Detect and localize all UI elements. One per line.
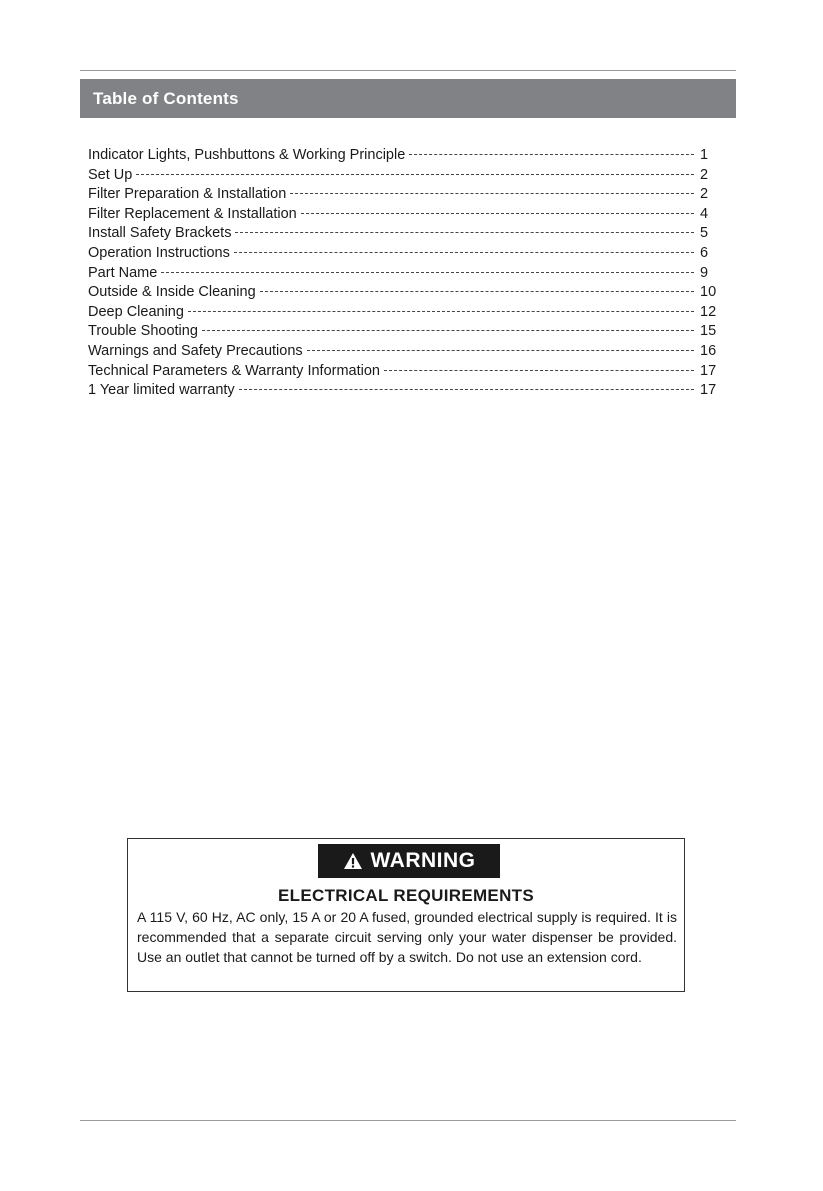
toc-entry-title: Operation Instructions [88,244,230,261]
toc-leader-dots [202,330,694,331]
electrical-warning-box [127,838,685,992]
top-divider [80,70,736,71]
toc-leader-dots [409,154,694,155]
toc-entry-title: Deep Cleaning [88,303,184,320]
toc-entry-page: 16 [700,342,717,359]
toc-entry-page: 17 [700,362,717,379]
toc-leader-dots [384,370,694,371]
toc-entry-page: 2 [700,186,709,203]
toc-entry-title: Filter Replacement & Installation [88,205,297,222]
toc-entry-title: Indicator Lights, Pushbuttons & Working Principle [88,147,406,163]
toc-entry-page: 4 [700,205,709,222]
toc-entry [88,146,728,166]
toc-entry [88,362,728,382]
toc-entry [88,342,728,362]
warning-badge [318,844,500,878]
toc-entry-title: Outside & Inside Cleaning [88,284,256,301]
toc-leader-dots [307,350,694,351]
toc-entry [88,264,728,284]
section-header-bar [80,79,736,118]
toc-entry-page: 5 [700,225,709,242]
toc-entry [88,166,728,186]
toc-entry-title: Warnings and Safety Precautions [88,342,303,359]
toc-leader-dots [301,213,694,214]
toc-leader-dots [235,232,694,233]
page-title: Table of Contents [93,88,239,108]
table-of-contents [88,146,728,401]
toc-entry-title: 1 Year limited warranty [88,382,235,399]
toc-entry [88,381,728,401]
toc-entry-page: 10 [700,284,717,301]
toc-entry [88,185,728,205]
toc-entry-title: Set Up [88,166,133,183]
toc-leader-dots [161,272,694,273]
toc-entry-page: 6 [700,244,709,261]
toc-leader-dots [136,174,694,175]
warning-heading: ELECTRICAL REQUIREMENTS [278,886,534,905]
toc-entry-page: 12 [700,303,717,320]
toc-entry-title: Trouble Shooting [88,323,198,340]
warning-badge-label: WARNING [370,849,476,872]
toc-entry-title: Technical Parameters & Warranty Information [88,362,380,379]
toc-leader-dots [290,193,694,194]
toc-entry [88,205,728,225]
toc-entry-title: Install Safety Brackets [88,225,232,242]
toc-entry-page: 15 [700,323,717,340]
toc-leader-dots [260,291,694,292]
toc-entry [88,303,728,323]
toc-entry [88,244,728,264]
warning-body-text: A 115 V, 60 Hz, AC only, 15 A or 20 A fused, grounded electrical supply is required. It is recommended that a separate circuit serving only your water dispenser be provided. Use an outlet that cannot be turned off by a switch. Do not use an extension cord. [137,909,677,965]
toc-entry [88,322,728,342]
toc-leader-dots [234,252,694,253]
toc-leader-dots [239,389,694,390]
toc-entry-page: 1 [700,147,709,163]
toc-entry [88,224,728,244]
toc-entry-title: Filter Preparation & Installation [88,186,287,203]
warning-triangle-icon [343,852,363,870]
toc-entry-page: 17 [700,382,717,399]
toc-leader-dots [188,311,694,312]
toc-entry [88,283,728,303]
toc-entry-title: Part Name [88,264,158,281]
toc-entry-page: 9 [700,264,709,281]
bottom-divider [80,1120,736,1121]
toc-entry-page: 2 [700,166,709,183]
